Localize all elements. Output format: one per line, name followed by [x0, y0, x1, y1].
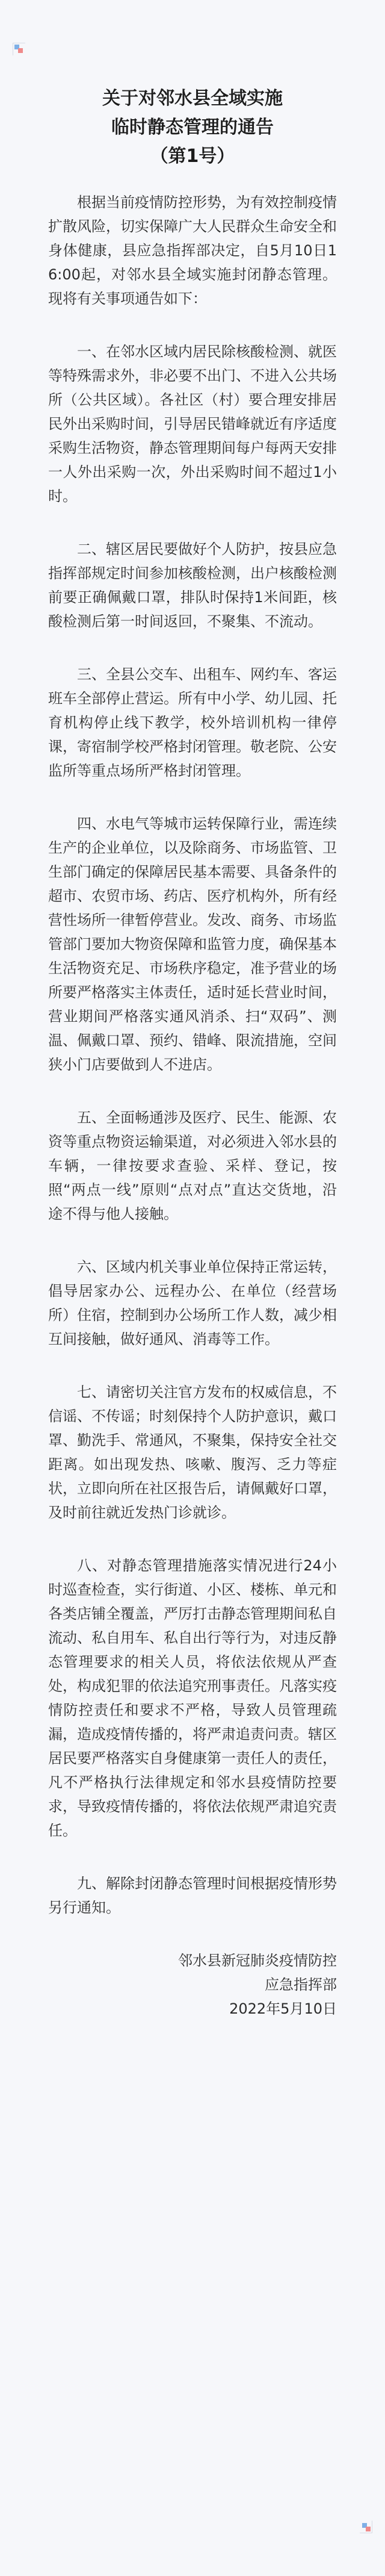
decor-corner-bottom-right: [362, 2523, 371, 2531]
item-1-paragraph: 一、在邻水区域内居民除核酸检测、就医等特殊需求外，非必要不出门、不进入公共场所（公共区域）。各社区（村）要合理安排居民外出采购时间，引导居民错峰就近有序适度采购生活物资，静态管理期间每户每两天安排一人外出采购一次，外出采购时间不超过1小时。: [48, 343, 337, 505]
item-8-paragraph: 八、对静态管理措施落实情况进行24小时巡查检查，实行街道、小区、楼栋、单元和各类店铺全覆盖，严厉打击静态管理期间私自流动、私自用车、私自出行等行为，对违反静态管理要求的相关人员，将依法依规从严查处，构成犯罪的依法追究刑事责任。凡落实疫情防控责任和要求不严格，导致人员管理疏漏，造成疫情传播的，将严肃追责问责。辖区居民要严格落实自身健康第一责任人的责任，凡不严格执行法律规定和邻水县疫情防控要求，导致疫情传播的，将依法依规严肃追究责任。: [48, 1557, 337, 1839]
item-6-paragraph: 六、区域内机关事业单位保持正常运转，倡导居家办公、远程办公、在单位（经营场所）住宿，控制到办公场所工作人数，减少相互间接触，做好通风、消毒等工作。: [48, 1258, 337, 1348]
decor-square-red: [366, 2527, 371, 2531]
item-7-paragraph: 七、请密切关注官方发布的权威信息，不信谣、不传谣；时刻保持个人防护意识，戴口罩、勤洗手、常通风，不聚集，保持安全社交距离。如出现发热、咳嗽、腹泻、乏力等症状，立即向所在社区报告后，请佩戴好口罩，及时前往就近发热门诊就诊。: [48, 1384, 337, 1521]
item-5-paragraph: 五、全面畅通涉及医疗、民生、能源、农资等重点物资运输渠道，对必须进入邻水县的车辆，一律按要求查验、采样、登记，按照“两点一线”原则“点对点”直达交货地，沿途不得与他人接触。: [48, 1109, 337, 1222]
notice-title: [48, 84, 337, 171]
item-9-paragraph: 九、解除封闭静态管理时间根据疫情形势另行通知。: [48, 1875, 337, 1916]
title-line-1: 关于对邻水县全域实施: [102, 88, 283, 109]
item-3-paragraph: 三、全县公交车、出租车、网约车、客运班车全部停止营运。所有中小学、幼儿园、托育机构停止线下教学，校外培训机构一律停课，寄宿制学校严格封闭管理。敬老院、公安监所等重点场所严格封闭管理。: [48, 666, 337, 779]
signature-org-line-1: 邻水县新冠肺炎疫情防控: [178, 1952, 337, 1969]
item-2-paragraph: 二、辖区居民要做好个人防护，按县应急指挥部规定时间参加核酸检测，出户核酸检测前要正确佩戴口罩，排队时保持1米间距，核酸检测后第一时间返回，不聚集、不流动。: [48, 541, 337, 630]
decor-square-red: [18, 48, 23, 53]
signature-date: 2022年5月10日: [229, 2000, 337, 2017]
notice-document: [48, 84, 337, 2021]
title-line-3: （第1号）: [150, 146, 235, 167]
intro-paragraph: 根据当前疫情防控形势，为有效控制疫情扩散风险，切实保障广大人民群众生命安全和身体健康，县应急指挥部决定，自5月10日16:00起，对邻水县全域实施封闭静态管理。现将有关事项通告如下：: [48, 194, 337, 307]
item-4-paragraph: 四、水电气等城市运转保障行业，需连续生产的企业单位，以及除商务、市场监管、卫生部门确定的保障居民基本需要、具备条件的超市、农贸市场、药店、医疗机构外，所有经营性场所一律暂停营业。发改、商务、市场监管部门要加大物资保障和监管力度，确保基本生活物资充足、市场秩序稳定，准予营业的场所要严格落实主体责任，适时延长营业时间，营业期间严格落实通风消杀、扫“双码”、测温、佩戴口罩、预约、错峰、限流措施，空间狭小门店要做到人不进店。: [48, 815, 337, 1073]
decor-corner-top-left: [14, 45, 23, 53]
title-line-2: 临时静态管理的通告: [111, 117, 274, 138]
signature-block: [48, 1949, 337, 2021]
signature-org-line-2: 应急指挥部: [265, 1976, 337, 1993]
